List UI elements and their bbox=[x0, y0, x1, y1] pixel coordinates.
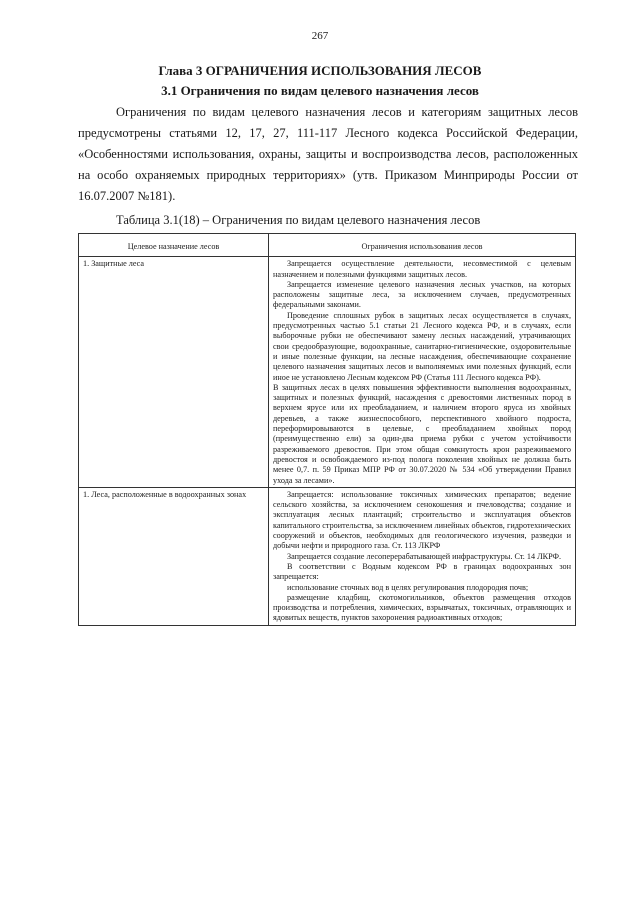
restriction-paragraph: размещение кладбищ, скотомогильников, объектов размещения отходов производства и потребления, химических, взрывчатых, токсичных, отравляющих и ядовитых веществ, пунктов захоронения радиоактивных отходов; bbox=[273, 592, 571, 623]
restrictions-table bbox=[78, 233, 576, 626]
restrictions-cell bbox=[269, 487, 576, 625]
restriction-paragraph: Запрещается создание лесоперерабатывающей инфраструктуры. Ст. 14 ЛКРФ. bbox=[287, 551, 562, 561]
forest-category-cell: 1. Защитные леса bbox=[79, 257, 269, 488]
restriction-paragraph: Запрещается изменение целевого назначения лесных участков, на которых расположены защитные леса, за исключением случаев, предусмотренных федеральными законами. bbox=[273, 279, 571, 310]
section-title: 3.1 Ограничения по видам целевого назначения лесов bbox=[161, 83, 479, 98]
table-row bbox=[79, 257, 576, 488]
restriction-paragraph: Запрещается осуществление деятельности, несовместимой с целевым назначением и полезными функциями защитных лесов. bbox=[273, 259, 571, 279]
table-row bbox=[79, 487, 576, 625]
restriction-paragraph: использование сточных вод в целях регулирования плодородия почв; bbox=[287, 582, 529, 592]
restriction-paragraph: В защитных лесах в целях повышения эффективности выполнения водоохранных, защитных и полезных функций, насаждения с древостоями лиственных пород в верхнем ярусе или их преобладанием, и наличием второго яруса из хвойных деревьев, а также жизнеспособного, перспективного хвойного подроста, переформировываются в целевые, с преобладанием хвойных пород (преимущественно ели) за один-два приема рубки с учетом устойчивости разреживаемого древостоя. При этом общая сомкнутость крон разреживаемого древостоя и освобождаемого из-под полога поколения хвойных не должна быть менее 0,7. п. 59 Приказ МПР РФ от 30.07.2020 № 534 «Об утверждении Правил ухода за лесами». bbox=[273, 382, 571, 485]
intro-paragraph: Ограничения по видам целевого назначения лесов и категориям защитных лесов предусмотрены статьями 12, 17, 27, 111-117 Лесного кодекса Российской Федерации, «Особенностями использования, охраны, защиты и воспроизводства лесов, расположенных на особо охраняемых природных территориях» (утв. Приказом Минприроды России от 16.07.2007 №181). bbox=[78, 105, 578, 203]
column-header-purpose: Целевое назначение лесов bbox=[79, 234, 269, 257]
table-header-row bbox=[79, 234, 576, 257]
chapter-title: Глава 3 ОГРАНИЧЕНИЯ ИСПОЛЬЗОВАНИЯ ЛЕСОВ bbox=[158, 63, 482, 78]
restriction-paragraph: Запрещается: использование токсичных химических препаратов; ведение сельского хозяйства, за исключением сенокошения и пчеловодства; создание и эксплуатация лесных плантаций; строительство и эксплуатация объектов капитального строительства, за исключением линейных объектов, гидротехнических сооружений и объектов, необходимых для геологического изучения, разведки и добычи нефти и природного газа. Ст. 113 ЛКРФ bbox=[273, 489, 571, 551]
table-caption: Таблица 3.1(18) – Ограничения по видам целевого назначения лесов bbox=[116, 213, 481, 227]
restriction-paragraph: В соответствии с Водным кодексом РФ в границах водоохранных зон запрещается: bbox=[273, 561, 571, 582]
page-number: 267 bbox=[311, 30, 329, 42]
forest-category-cell: 1. Леса, расположенные в водоохранных зонах bbox=[79, 487, 269, 625]
restriction-paragraph: Проведение сплошных рубок в защитных лесах осуществляется в случаях, предусмотренных частью 5.1 статьи 21 Лесного кодекса РФ, и в случаях, если выборочные рубки не обеспечивают замену лесных насаждений, утрачивающих свои средообразующие, водоохранные, санитарно-гигиенические, оздоровительные и иные полезные функции, на лесные насаждения, обеспечивающие сохранение целевого назначения защитных лесов и выполняемых ими полезных функций, если иное не установлено Лесным кодексом РФ (Статья 111 Лесного кодекса РФ). bbox=[273, 310, 571, 382]
restrictions-cell bbox=[269, 257, 576, 488]
column-header-restrictions: Ограничения использования лесов bbox=[269, 234, 576, 257]
